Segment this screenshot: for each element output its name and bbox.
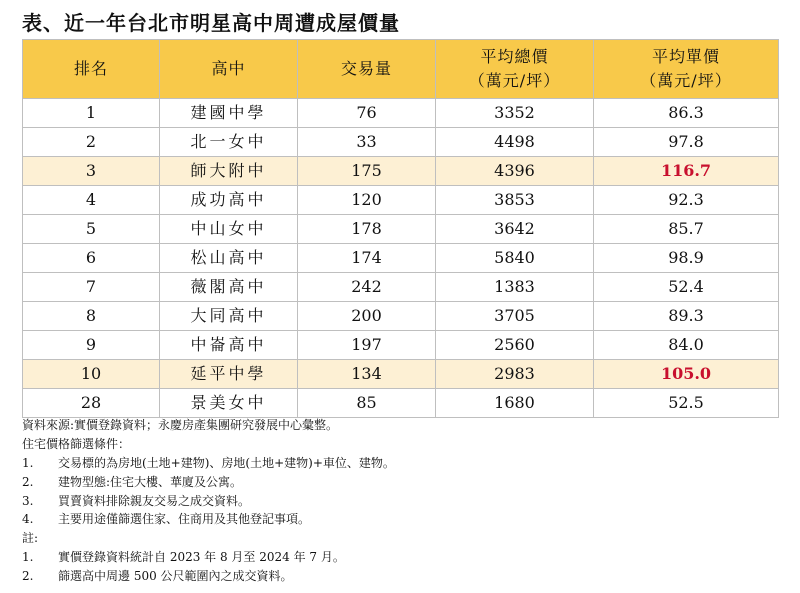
school-cell: 成功高中 <box>160 186 298 215</box>
avg-total-cell: 2560 <box>436 331 594 360</box>
criteria-item-text: 交易標的為房地(土地+建物)、房地(土地+建物)+車位、建物。 <box>58 455 395 470</box>
rank-cell: 9 <box>23 331 160 360</box>
volume-cell: 178 <box>298 215 436 244</box>
avg-unit-cell: 84.0 <box>594 331 779 360</box>
avg-total-cell: 3642 <box>436 215 594 244</box>
remark-item-number: 1. <box>22 550 34 565</box>
volume-cell: 85 <box>298 389 436 418</box>
avg-total-cell: 3853 <box>436 186 594 215</box>
avg-total-cell: 2983 <box>436 360 594 389</box>
volume-cell: 76 <box>298 99 436 128</box>
table-row <box>23 389 779 418</box>
remark-item <box>22 548 782 567</box>
page-title: 表、近一年台北市明星高中周遭成屋價量 <box>22 11 400 35</box>
rank-cell: 28 <box>23 389 160 418</box>
rank-cell: 10 <box>23 360 160 389</box>
school-cell: 中崙高中 <box>160 331 298 360</box>
school-cell: 中山女中 <box>160 215 298 244</box>
table-row <box>23 215 779 244</box>
avg-total-cell: 3705 <box>436 302 594 331</box>
volume-cell: 242 <box>298 273 436 302</box>
remark-item-text: 實價登錄資料統計自 2023 年 8 月至 2024 年 7 月。 <box>58 550 345 565</box>
criteria-item <box>22 473 782 492</box>
header-rank: 排名 <box>23 40 160 99</box>
criteria-item-number: 1. <box>22 455 34 470</box>
criteria-item-text: 主要用途僅篩選住家、住商用及其他登記事項。 <box>58 512 311 527</box>
footnotes <box>22 416 782 586</box>
table-row <box>23 273 779 302</box>
avg-unit-cell: 86.3 <box>594 99 779 128</box>
avg-total-cell: 3352 <box>436 99 594 128</box>
remark-item-number: 2. <box>22 569 34 584</box>
school-cell: 師大附中 <box>160 157 298 186</box>
remark-item <box>22 567 782 586</box>
volume-cell: 33 <box>298 128 436 157</box>
volume-cell: 174 <box>298 244 436 273</box>
school-cell: 北一女中 <box>160 128 298 157</box>
table-row <box>23 186 779 215</box>
criteria-item <box>22 454 782 473</box>
remark-item-text: 篩選高中周邊 500 公尺範圍內之成交資料。 <box>58 569 293 584</box>
table-row <box>23 244 779 273</box>
header-volume: 交易量 <box>298 40 436 99</box>
remarks-title: 註: <box>22 531 39 546</box>
rank-cell: 3 <box>23 157 160 186</box>
rank-cell: 5 <box>23 215 160 244</box>
table-row-highlighted <box>23 157 779 186</box>
criteria-item-number: 2. <box>22 474 34 489</box>
price-volume-table <box>22 39 778 418</box>
table-row <box>23 331 779 360</box>
rank-cell: 6 <box>23 244 160 273</box>
rank-cell: 2 <box>23 128 160 157</box>
avg-unit-cell: 89.3 <box>594 302 779 331</box>
table-row <box>23 302 779 331</box>
school-cell: 景美女中 <box>160 389 298 418</box>
avg-total-cell: 1383 <box>436 273 594 302</box>
avg-unit-cell: 97.8 <box>594 128 779 157</box>
avg-unit-cell: 98.9 <box>594 244 779 273</box>
rank-cell: 1 <box>23 99 160 128</box>
table-row <box>23 99 779 128</box>
avg-unit-cell-highlighted: 116.7 <box>594 157 779 186</box>
table-row-highlighted <box>23 360 779 389</box>
criteria-item <box>22 510 782 529</box>
avg-unit-cell: 52.4 <box>594 273 779 302</box>
criteria-item <box>22 492 782 511</box>
criteria-item-number: 4. <box>22 512 34 527</box>
school-cell: 松山高中 <box>160 244 298 273</box>
table-header-row <box>23 40 779 99</box>
criteria-title: 住宅價格篩選條件： <box>22 436 131 451</box>
volume-cell: 200 <box>298 302 436 331</box>
rank-cell: 8 <box>23 302 160 331</box>
school-cell: 建國中學 <box>160 99 298 128</box>
header-avg-total: 平均總價 （萬元/坪） <box>436 40 594 99</box>
avg-total-cell: 1680 <box>436 389 594 418</box>
table-row <box>23 128 779 157</box>
school-cell: 薇閣高中 <box>160 273 298 302</box>
criteria-item-text: 買賣資料排除親友交易之成交資料。 <box>58 493 251 508</box>
rank-cell: 4 <box>23 186 160 215</box>
school-cell: 延平中學 <box>160 360 298 389</box>
volume-cell: 175 <box>298 157 436 186</box>
avg-unit-cell-highlighted: 105.0 <box>594 360 779 389</box>
header-school: 高中 <box>160 40 298 99</box>
header-avg-unit: 平均單價 （萬元/坪） <box>594 40 779 99</box>
avg-unit-cell: 92.3 <box>594 186 779 215</box>
avg-total-cell: 4498 <box>436 128 594 157</box>
criteria-item-number: 3. <box>22 493 34 508</box>
avg-unit-cell: 85.7 <box>594 215 779 244</box>
avg-total-cell: 4396 <box>436 157 594 186</box>
school-cell: 大同高中 <box>160 302 298 331</box>
avg-unit-cell: 52.5 <box>594 389 779 418</box>
avg-total-cell: 5840 <box>436 244 594 273</box>
rank-cell: 7 <box>23 273 160 302</box>
volume-cell: 197 <box>298 331 436 360</box>
criteria-item-text: 建物型態:住宅大樓、華廈及公寓。 <box>58 474 243 489</box>
volume-cell: 120 <box>298 186 436 215</box>
source-note: 資料來源:實價登錄資料；永慶房產集團研究發展中心彙整。 <box>22 418 339 432</box>
volume-cell: 134 <box>298 360 436 389</box>
